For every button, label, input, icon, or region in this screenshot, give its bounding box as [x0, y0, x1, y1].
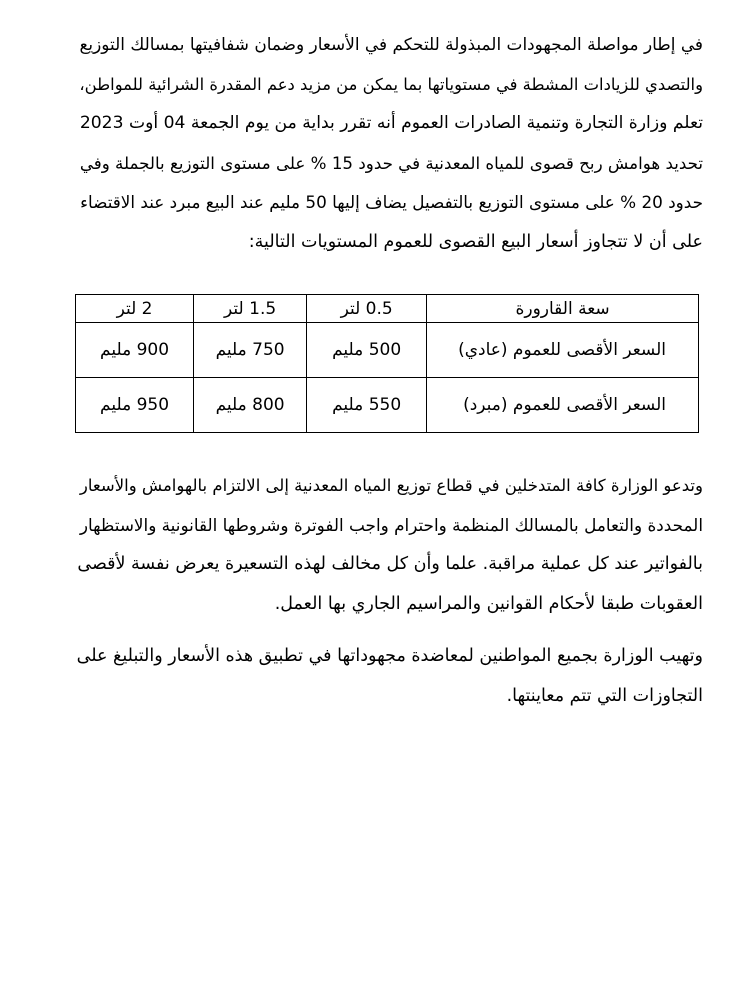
paragraph-line: العقوبات طبقا لأحكام القوانين والمراسيم الجاري بها العمل.: [274, 593, 703, 614]
compliance-paragraph: [73, 466, 703, 624]
paragraph-line: التجاوزات التي تتم معاينتها.: [506, 685, 703, 706]
paragraph-line: وتهيب الوزارة بجميع المواطنين لمعاضدة مجهوداتها في تطبيق هذه الأسعار والتبليغ على: [76, 646, 703, 666]
row-label: السعر الأقصى للعموم (عادي): [427, 323, 699, 378]
table-cell: 900 مليم: [76, 323, 194, 378]
header-2-liter: 2 لتر: [76, 295, 194, 323]
table-row-regular: [76, 323, 699, 378]
paragraph-line: على أن لا تتجاوز أسعار البيع القصوى للعموم المستويات التالية:: [248, 231, 703, 252]
paragraph-line: تعلم وزارة التجارة وتنمية الصادرات العموم أنه تقرر بداية من يوم الجمعة 04 أوت 2023: [79, 113, 703, 133]
table-cell: 500 مليم: [307, 323, 427, 378]
paragraph-line: وتدعو الوزارة كافة المتدخلين في قطاع توزيع المياه المعدنية إلى الالتزام بالهوامش والأسعار: [79, 476, 703, 495]
intro-paragraph: [73, 25, 703, 262]
paragraph-line: حدود 20 % على مستوى التوزيع بالتفصيل يضاف إليها 50 مليم عند البيع مبرد عند الاقتضاء: [80, 192, 703, 212]
paragraph-line: تحديد هوامش ربح قصوى للمياه المعدنية في حدود 15 % على مستوى التوزيع بالجملة وفي: [79, 153, 703, 173]
paragraph-line: المحددة والتعامل بالمسالك المنظمة واحترام واجب الفوترة وشروطها القانونية والاستظهار: [79, 514, 703, 535]
citizens-paragraph: [73, 637, 703, 716]
table-cell: 750 مليم: [194, 323, 307, 378]
header-bottle-size: سعة القارورة: [427, 295, 699, 323]
table-cell: 550 مليم: [307, 378, 427, 433]
table-row-chilled: [76, 378, 699, 433]
row-label: السعر الأقصى للعموم (مبرد): [427, 378, 699, 433]
table-header-row: [76, 295, 699, 323]
paragraph-line: والتصدي للزيادات المشطة في مستوياتها بما يمكن من مزيد دعم المقدرة الشرائية للمواطن،: [79, 74, 703, 94]
paragraph-line: في إطار مواصلة المجهودات المبذولة للتحكم في الأسعار وضمان شفافيتها بمسالك التوزيع: [79, 34, 703, 54]
paragraph-line: بالفواتير عند كل عملية مراقبة. علما وأن كل مخالف لهذه التسعيرة يعرض نفسة لأقصى: [77, 554, 703, 574]
price-table: [75, 294, 699, 433]
table-cell: 800 مليم: [194, 378, 307, 433]
header-0-5-liter: 0.5 لتر: [307, 295, 427, 323]
table-cell: 950 مليم: [76, 378, 194, 433]
header-1-5-liter: 1.5 لتر: [194, 295, 307, 323]
